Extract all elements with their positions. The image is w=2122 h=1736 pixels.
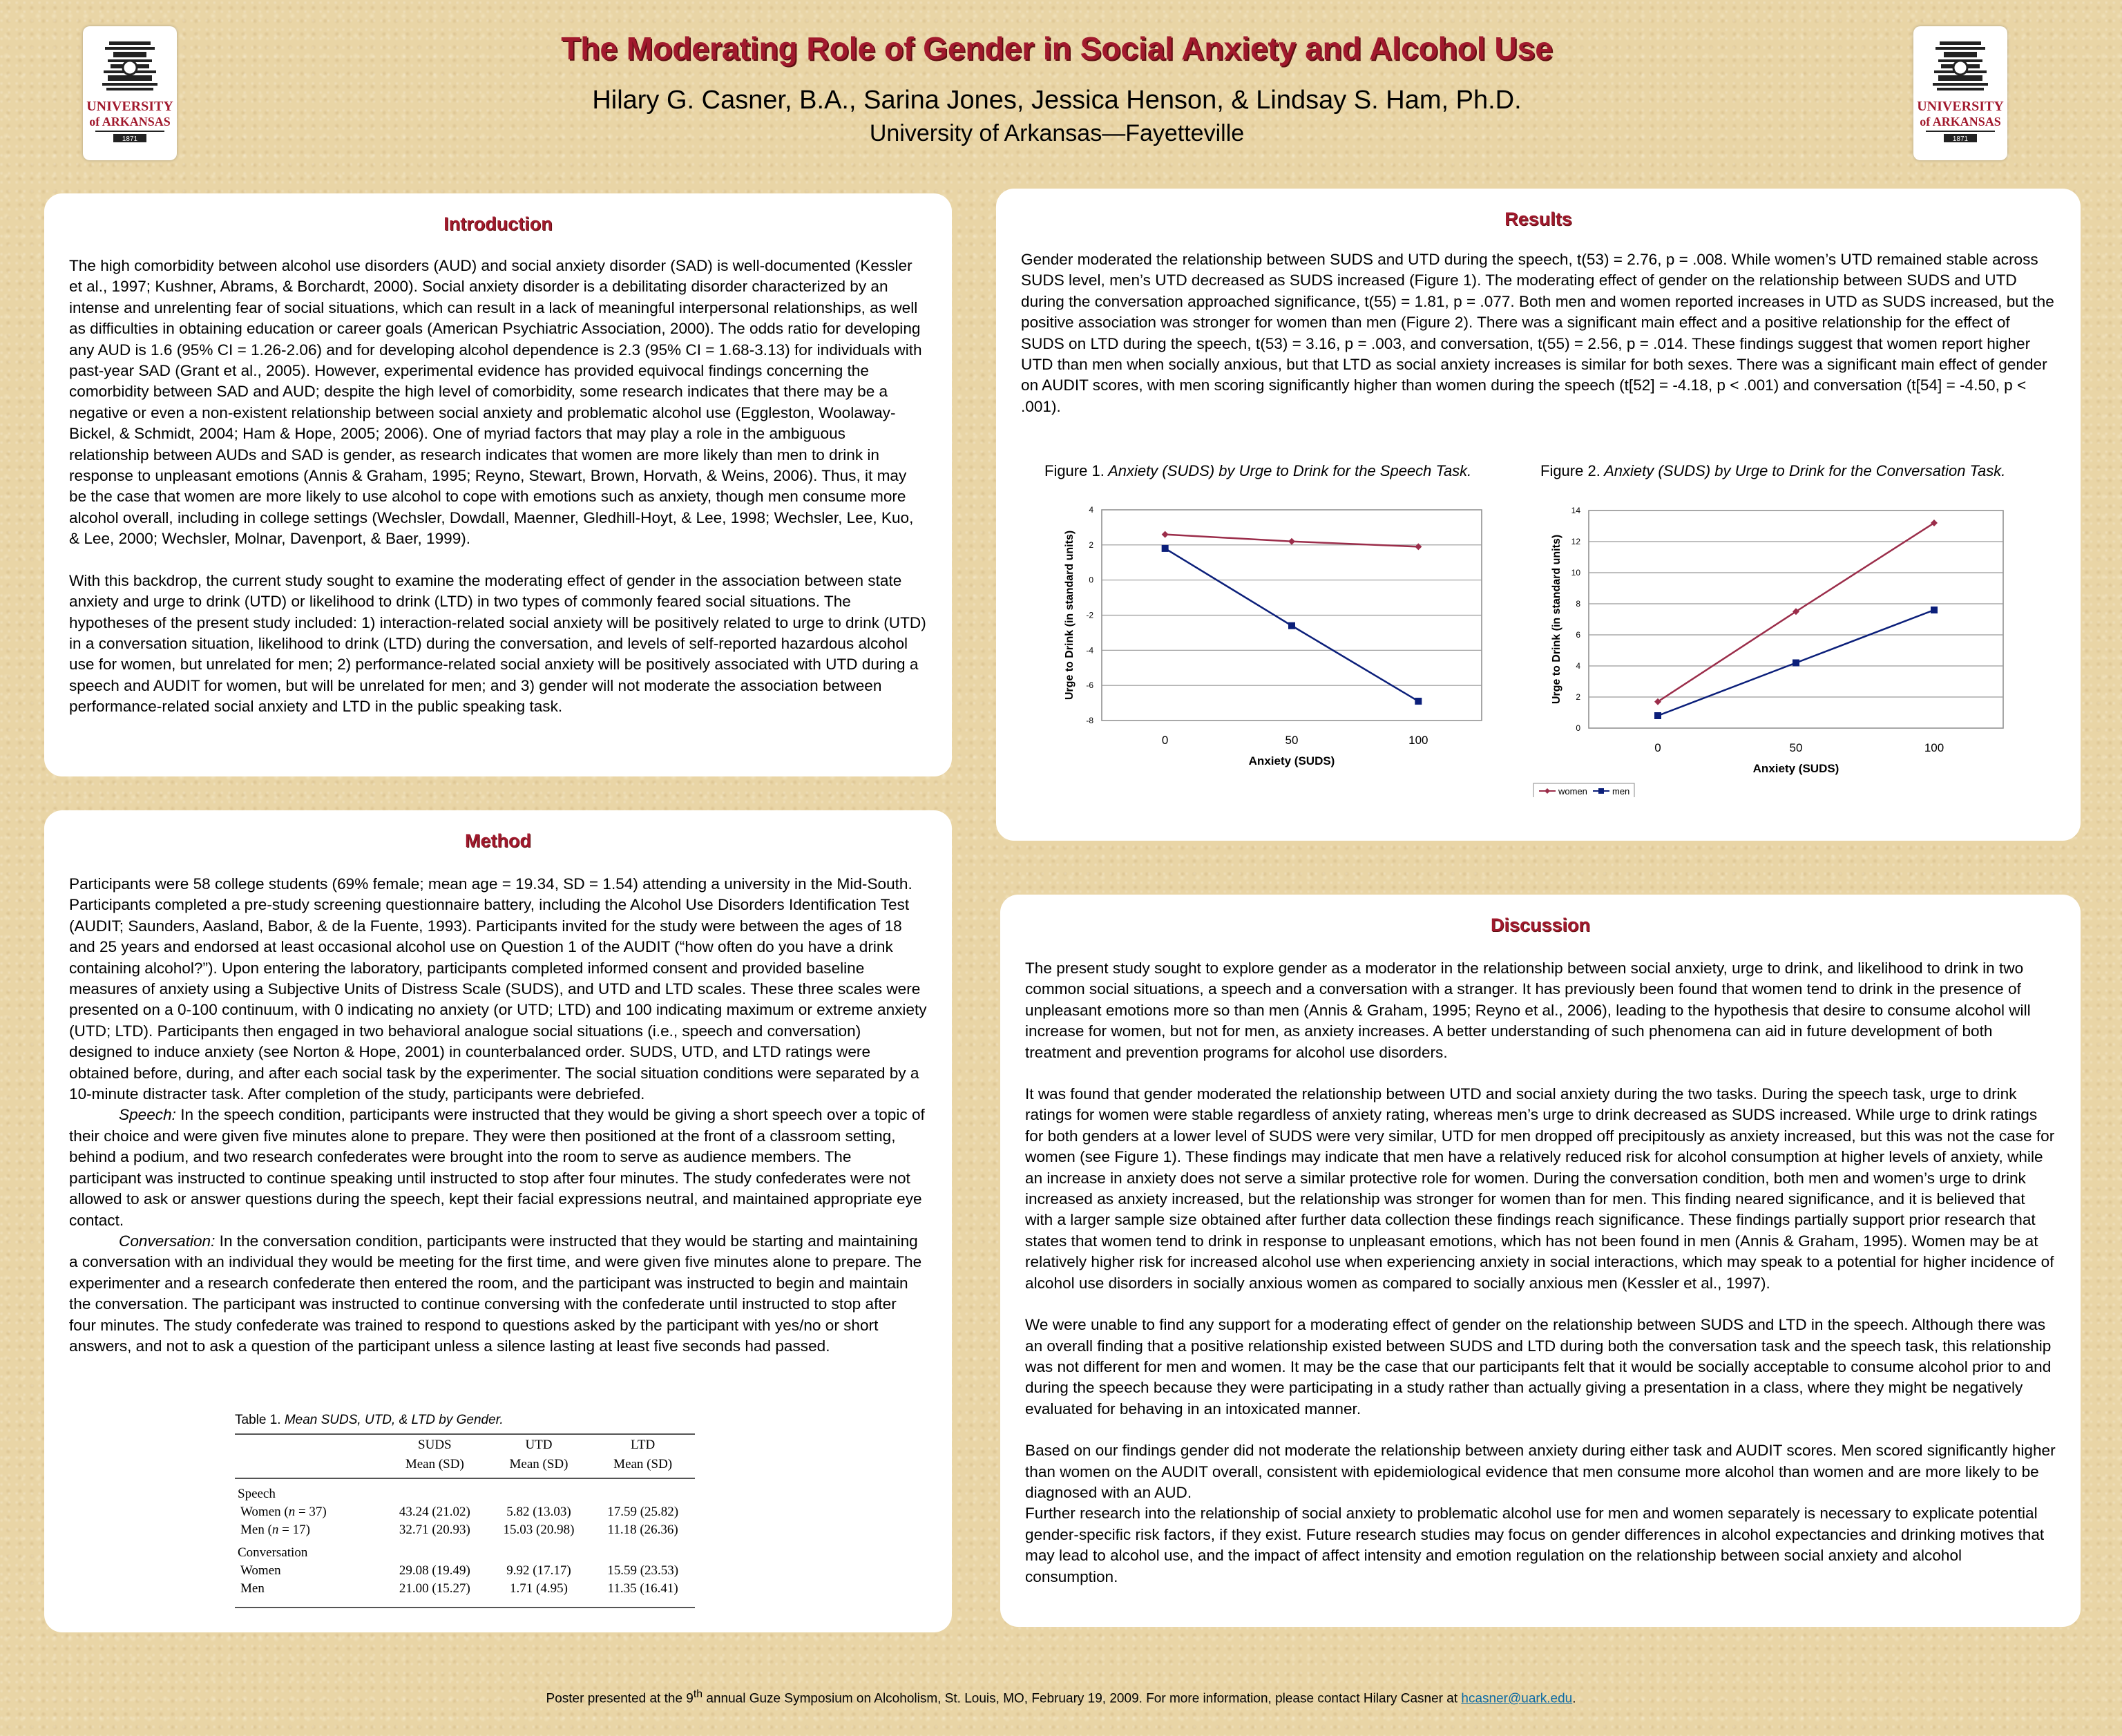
data-point-men	[1931, 607, 1938, 613]
data-point-men	[1288, 622, 1295, 629]
contact-email-link[interactable]: hcasner@uark.edu	[1461, 1691, 1573, 1706]
poster-affiliation: University of Arkansas—Fayetteville	[869, 120, 1245, 146]
method-paragraph-participants: Participants were 58 college students (69% female; mean age = 19.34, SD = 1.54) attending a university in the Mid-South. Participants completed a pre-study screening questionnaire battery, including the Alcohol Use Disorders Identification Test (AUDIT; Saunders, Aasland, Babor, & de la Fuente, 1993). Participants invited for the study were between the ages of 18 and 25 years and endorsed at least occasional alcohol use on Question 1 of the AUDIT (“how often do you have a drink containing alcohol?”). Upon entering the laboratory, participants completed informed consent and provided baseline measures of anxiety using a Subjective Units of Distress Scale (SUDS), and UTD and LTD scales. These three scales were presented on a 0-100 continuum, with 0 indicating no anxiety (or UTD; LTD) and 100 indicating maximum or extreme anxiety (UTD; LTD). Participants then engaged in two behavioral analogue social situations (i.e., speech and conversation) designed to induce anxiety (see Norton & Hope, 2001) in counterbalanced order. SUDS, UTD, and LTD ratings were obtained before, during, and after each social task by the experimenter. The social situation conditions were separated by a 10-minute distracter task. After completion of the study, participants were debriefed.	[69, 875, 927, 1103]
speech-text: In the speech condition, participants were instructed that they would be giving a short speech over a topic of their choice and were given five minutes alone to prepare. They were then positioned at the front of a classroom setting, behind a podium, and two research confederates were brought into the room to serve as audience members. The participant was instructed to continue speaking until instructed to stop after four minutes. The study confederates were not allowed to ask or answer questions during the speech, kept their facial expressions neutral, and maintained appropriate eye contact.	[69, 1106, 925, 1229]
results-heading: Results	[1504, 209, 1572, 229]
table-section-label: Speech	[238, 1487, 276, 1501]
discussion-paragraph-3: We were unable to find any support for a moderating effect of gender on the relationship between SUDS and LTD in the speech. Although there was an overall finding that a positive relationship existed between SUDS and LTD during both the conversation task and the speech task, this relationship was not different for men and women. It may be the case that our participants felt that it would be socially acceptable to consume alcohol prior to and during the speech because they were participating in a study rather than actually giving a presentation in a class, where they might be negatively evaluated for behaving in an intoxicated manner.	[1025, 1316, 2052, 1418]
means-table	[235, 1433, 695, 1608]
table-row: Men 21.00 (15.27) 1.71 (4.95) 11.35 (16.41)	[240, 1581, 678, 1596]
table-1	[235, 1413, 695, 1608]
conversation-label: Conversation:	[119, 1232, 216, 1250]
column-header: UTD	[525, 1438, 553, 1452]
introduction-paragraph-1: The high comorbidity between alcohol use disorders (AUD) and social anxiety disorder (SAD) is well-documented (Kessler et al., 1997; Kushner, Abrams, & Borchardt, 2000). Social anxiety disorder is a debilitating disorder characterized by an intense and unrelenting fear of social situations, which can result in a lack of meaningful interpersonal relationships, as well as difficulties in obtaining education or career goals (American Psychiatric Association, 2000). The odds ratio for developing any AUD is 1.6 (95% CI = 1.26-2.06) and for developing alcohol dependence is 2.3 (95% CI = 1.68-3.13) for individuals with past-year SAD (Grant et al., 2005). However, experimental evidence has provided equivocal findings concerning the comorbidity between SAD and AUD; despite the high level of comorbidity, some research indicates that there may be a negative or even a non-existent relationship between social anxiety and problematic alcohol use (Eggleston, Woolaway-Bickel, & Schmidt, 2004; Ham & Hope, 2005; 2006). One of myriad factors that may play a role in the ambiguous relationship between AUDs and SAD is gender, as research indicates that women are more likely than men to drink in response to unpleasant emotions (Annis & Graham, 1995; Reyno, Stewart, Brown, Horvath, & Weins, 2006). Thus, it may be the case that women are more likely to use alcohol to cope with emotions such as anxiety, though men consume more alcohol overall, including in college settings (Wechsler, Dowdall, Maenner, Gledhill-Hoyt, & Lee, 1998; Wechsler, Lee, Kuo, & Lee, 2000; Wechsler, Molnar, Davenport, & Baer, 1999).	[69, 257, 922, 548]
y-axis-label: Urge to Drink (in standard units)	[1551, 534, 1562, 705]
table-row: Women (n = 37) 43.24 (21.02) 5.82 (13.03) 17.59 (25.82)	[240, 1505, 679, 1519]
table-row: Women 29.08 (19.49) 9.92 (17.17) 15.59 (23.53)	[240, 1563, 679, 1578]
discussion-panel	[1000, 895, 2081, 1627]
y-tick-label: 6	[1576, 630, 1580, 640]
plot-area	[1589, 511, 2003, 728]
results-paragraph: Gender moderated the relationship between SUDS and UTD during the speech, t(53) = 2.76, p = .008. While women’s UTD remained stable across SUDS level, men’s UTD decreased as SUDS increased (Figure 1). The moderating effect of gender on the relationship between SUDS and UTD during the conversation approached significance, t(55) = 1.81, p = .077. Both men and women reported increases in UTD as SUDS increased, but the positive association was stronger for women than men (Figure 2). There was a significant main effect and a positive relationship for the effect of SUDS on LTD during the speech, t(53) = 3.16, p = .003, and conversation, t(55) = 2.56, p = .014. These findings suggest that women report higher UTD than men when socially anxious, but that LTD as social anxiety increases is similar for both sexes. There was a significant main effect of gender on AUDIT scores, with men scoring significantly higher than women during the speech (t[52] = -4.18, p < .001) and conversation (t[54] = -4.50, p < .001).	[1021, 251, 2054, 415]
x-axis-label: Anxiety (SUDS)	[1752, 762, 1839, 775]
discussion-paragraph-4: Based on our findings gender did not moderate the relationship between anxiety during either task and AUDIT scores. Men scored significantly higher than women on the AUDIT overall, consistent with epidemiological evidence that men consume more alcohol than women and are more likely to be diagnosed with an AUD.	[1025, 1442, 2056, 1501]
university-seal-icon	[83, 26, 177, 160]
conversation-text: In the conversation condition, participants were instructed that they would be starting and maintaining a conversation with an individual they would be meeting for the first time, and were given five minutes alone to prepare. The experimenter and a research confederate then entered the room, and the participant was instructed to begin and maintain the conversation. The participant was instructed to continue conversing with the confederate until instructed to stop after four minutes. The study confederate was trained to respond to questions asked by the participant with yes/no or short answers, and not to ask a question of the participant unless a silence lasting at least five seconds had passed.	[69, 1232, 922, 1355]
speech-label: Speech:	[119, 1106, 176, 1124]
logo-line1: UNIVERSITY	[86, 99, 173, 114]
legend-label: men	[1612, 786, 1630, 797]
table-section-label: Conversation	[238, 1545, 308, 1560]
data-point-men	[1793, 660, 1799, 667]
y-tick-label: 0	[1089, 575, 1093, 585]
y-tick-label: 8	[1576, 599, 1580, 609]
poster-header	[207, 26, 1906, 148]
figure-1-chart	[1043, 502, 1499, 778]
x-axis-label: Anxiety (SUDS)	[1248, 754, 1335, 767]
y-tick-label: 2	[1089, 540, 1093, 550]
y-tick-label: 12	[1571, 537, 1580, 546]
table-1-caption: Table 1. Mean SUDS, UTD, & LTD by Gender.	[235, 1413, 504, 1427]
figure-2-chart	[1530, 507, 2014, 797]
y-tick-label: -4	[1086, 645, 1093, 656]
discussion-paragraph-5: Further research into the relationship of social anxiety to problematic alcohol use for men and women separately is necessary to explicate potential gender-specific risk factors, if they exist. Future research studies may focus on gender differences in alcohol expectancies and drinking motives that may lead to alcohol use, and the impact of affect intensity and emotion regulation on the relationship between social anxiety and alcohol consumption.	[1025, 1505, 2045, 1585]
y-tick-label: -2	[1086, 610, 1093, 620]
introduction-heading: Introduction	[443, 213, 553, 234]
column-subheader: Mean (SD)	[383, 1454, 487, 1478]
y-tick-label: -6	[1086, 680, 1093, 691]
university-logo-right	[1913, 26, 2007, 160]
poster-authors: Hilary G. Casner, B.A., Sarina Jones, Jessica Henson, & Lindsay S. Ham, Ph.D.	[592, 86, 1522, 115]
column-subheader: Mean (SD)	[487, 1454, 591, 1478]
column-header: SUDS	[418, 1438, 452, 1452]
legend-label: women	[1558, 786, 1587, 797]
figure-2-caption: Figure 2. Anxiety (SUDS) by Urge to Drink for the Conversation Task.	[1540, 462, 2006, 479]
x-tick-label: 50	[1285, 734, 1299, 747]
logo-line2: of ARKANSAS	[1920, 115, 2001, 128]
figure-1-caption: Figure 1. Anxiety (SUDS) by Urge to Drink for the Speech Task.	[1044, 462, 1472, 479]
y-tick-label: 10	[1571, 568, 1580, 578]
x-tick-label: 0	[1654, 741, 1661, 754]
legend-marker	[1598, 788, 1604, 794]
logo-year: 1871	[122, 135, 138, 143]
y-tick-label: 4	[1089, 505, 1093, 515]
column-subheader: Mean (SD)	[591, 1454, 695, 1478]
y-tick-label: -8	[1086, 716, 1093, 725]
data-point-men	[1654, 712, 1661, 719]
y-tick-label: 2	[1576, 692, 1580, 702]
y-tick-label: 4	[1576, 661, 1580, 671]
logo-line2: of ARKANSAS	[89, 115, 171, 128]
university-seal-icon	[1913, 26, 2007, 160]
discussion-paragraph-1: The present study sought to explore gender as a moderator in the relationship between social anxiety, urge to drink, and likelihood to drink in two common social situations, a speech and a conversation with a stranger. It has previously been found that women tend to drink in the presence of unpleasant emotions more so than men (Annis & Graham, 1995; Reyno et al., 2006), leading to the hypothesis that desire to consume alcohol will increase for women, but not for men, as anxiety increases. A better understanding of such phenomena can aid in future development of both treatment and prevention programs for alcohol use disorders.	[1025, 960, 2031, 1061]
method-paragraph-speech	[69, 1105, 927, 1230]
x-tick-label: 100	[1408, 734, 1428, 747]
y-axis-label: Urge to Drink (in standard units)	[1064, 530, 1076, 700]
university-logo-left	[83, 26, 177, 160]
data-point-men	[1415, 698, 1422, 705]
introduction-paragraph-2: With this backdrop, the current study sought to examine the moderating effect of gender in the association between state anxiety and urge to drink (UTD) or likelihood to drink (LTD) in two types of commonly feared social situations. The hypotheses of the present study included: 1) interaction-related social anxiety will be positively related to urge to drink (UTD) in a conversation situation, likelihood to drink (LTD) during the conversation, and levels of self-reported hazardous alcohol use for women, but unrelated for men; 2) performance-related social anxiety will be positively associated with UTD during a speech and AUDIT for women, but will be unrelated for men; and 3) gender will not moderate the association between performance-related social anxiety and LTD in the public speaking task.	[69, 571, 926, 716]
data-point-men	[1162, 545, 1169, 552]
method-paragraph-conversation	[69, 1231, 927, 1357]
x-tick-label: 50	[1789, 741, 1803, 754]
column-header: LTD	[631, 1438, 656, 1452]
y-tick-label: 14	[1571, 507, 1580, 515]
x-tick-label: 100	[1924, 741, 1944, 754]
poster-footer: Poster presented at the 9th annual Guze Symposium on Alcoholism, St. Louis, MO, February 19, 2009. For more information, please contact Hilary Casner at hcasner@uark.edu.	[546, 1688, 1576, 1706]
method-heading: Method	[465, 830, 531, 851]
x-tick-label: 0	[1161, 734, 1169, 747]
discussion-paragraph-2: It was found that gender moderated the relationship between UTD and social anxiety during the two tasks. During the speech task, urge to drink ratings for women were stable regardless of anxiety rating, whereas men’s urge to drink decreased as SUDS increased. While urge to drink ratings for both genders at a lower level of SUDS were very similar, UTD for men dropped off precipitously as anxiety increased, but this was not the case for women (see Figure 1). These findings may indicate that men have a relatively reduced risk for alcohol consumption at higher levels of anxiety, while an increase in anxiety does not serve a similar protective role for women. During the conversation condition, both men and women’s urge to drink increased as anxiety increased, but the relationship was stronger for women than for men. This finding neared significance, and it is believed that with a larger sample size obtained after further data collection these findings reach significance. These findings partially support prior research that states that women tend to drink in response to unpleasant emotions, which has not been found in men (Annis & Graham, 1995). Women may be at relatively higher risk for increased alcohol use when experiencing anxiety in social interactions, which may speak to a potential for higher incidence of alcohol use disorders in socially anxious women as compared to socially anxious men (Kessler et al., 1997).	[1025, 1085, 2055, 1292]
logo-year: 1871	[1952, 135, 1969, 143]
discussion-heading: Discussion	[1490, 915, 1591, 935]
poster-title: The Moderating Role of Gender in Social Anxiety and Alcohol Use	[561, 30, 1553, 66]
introduction-panel	[44, 193, 952, 776]
y-tick-label: 0	[1576, 723, 1580, 733]
table-row: Men (n = 17) 32.71 (20.93) 15.03 (20.98) 11.18 (26.36)	[240, 1523, 678, 1537]
logo-line1: UNIVERSITY	[1917, 99, 2004, 114]
